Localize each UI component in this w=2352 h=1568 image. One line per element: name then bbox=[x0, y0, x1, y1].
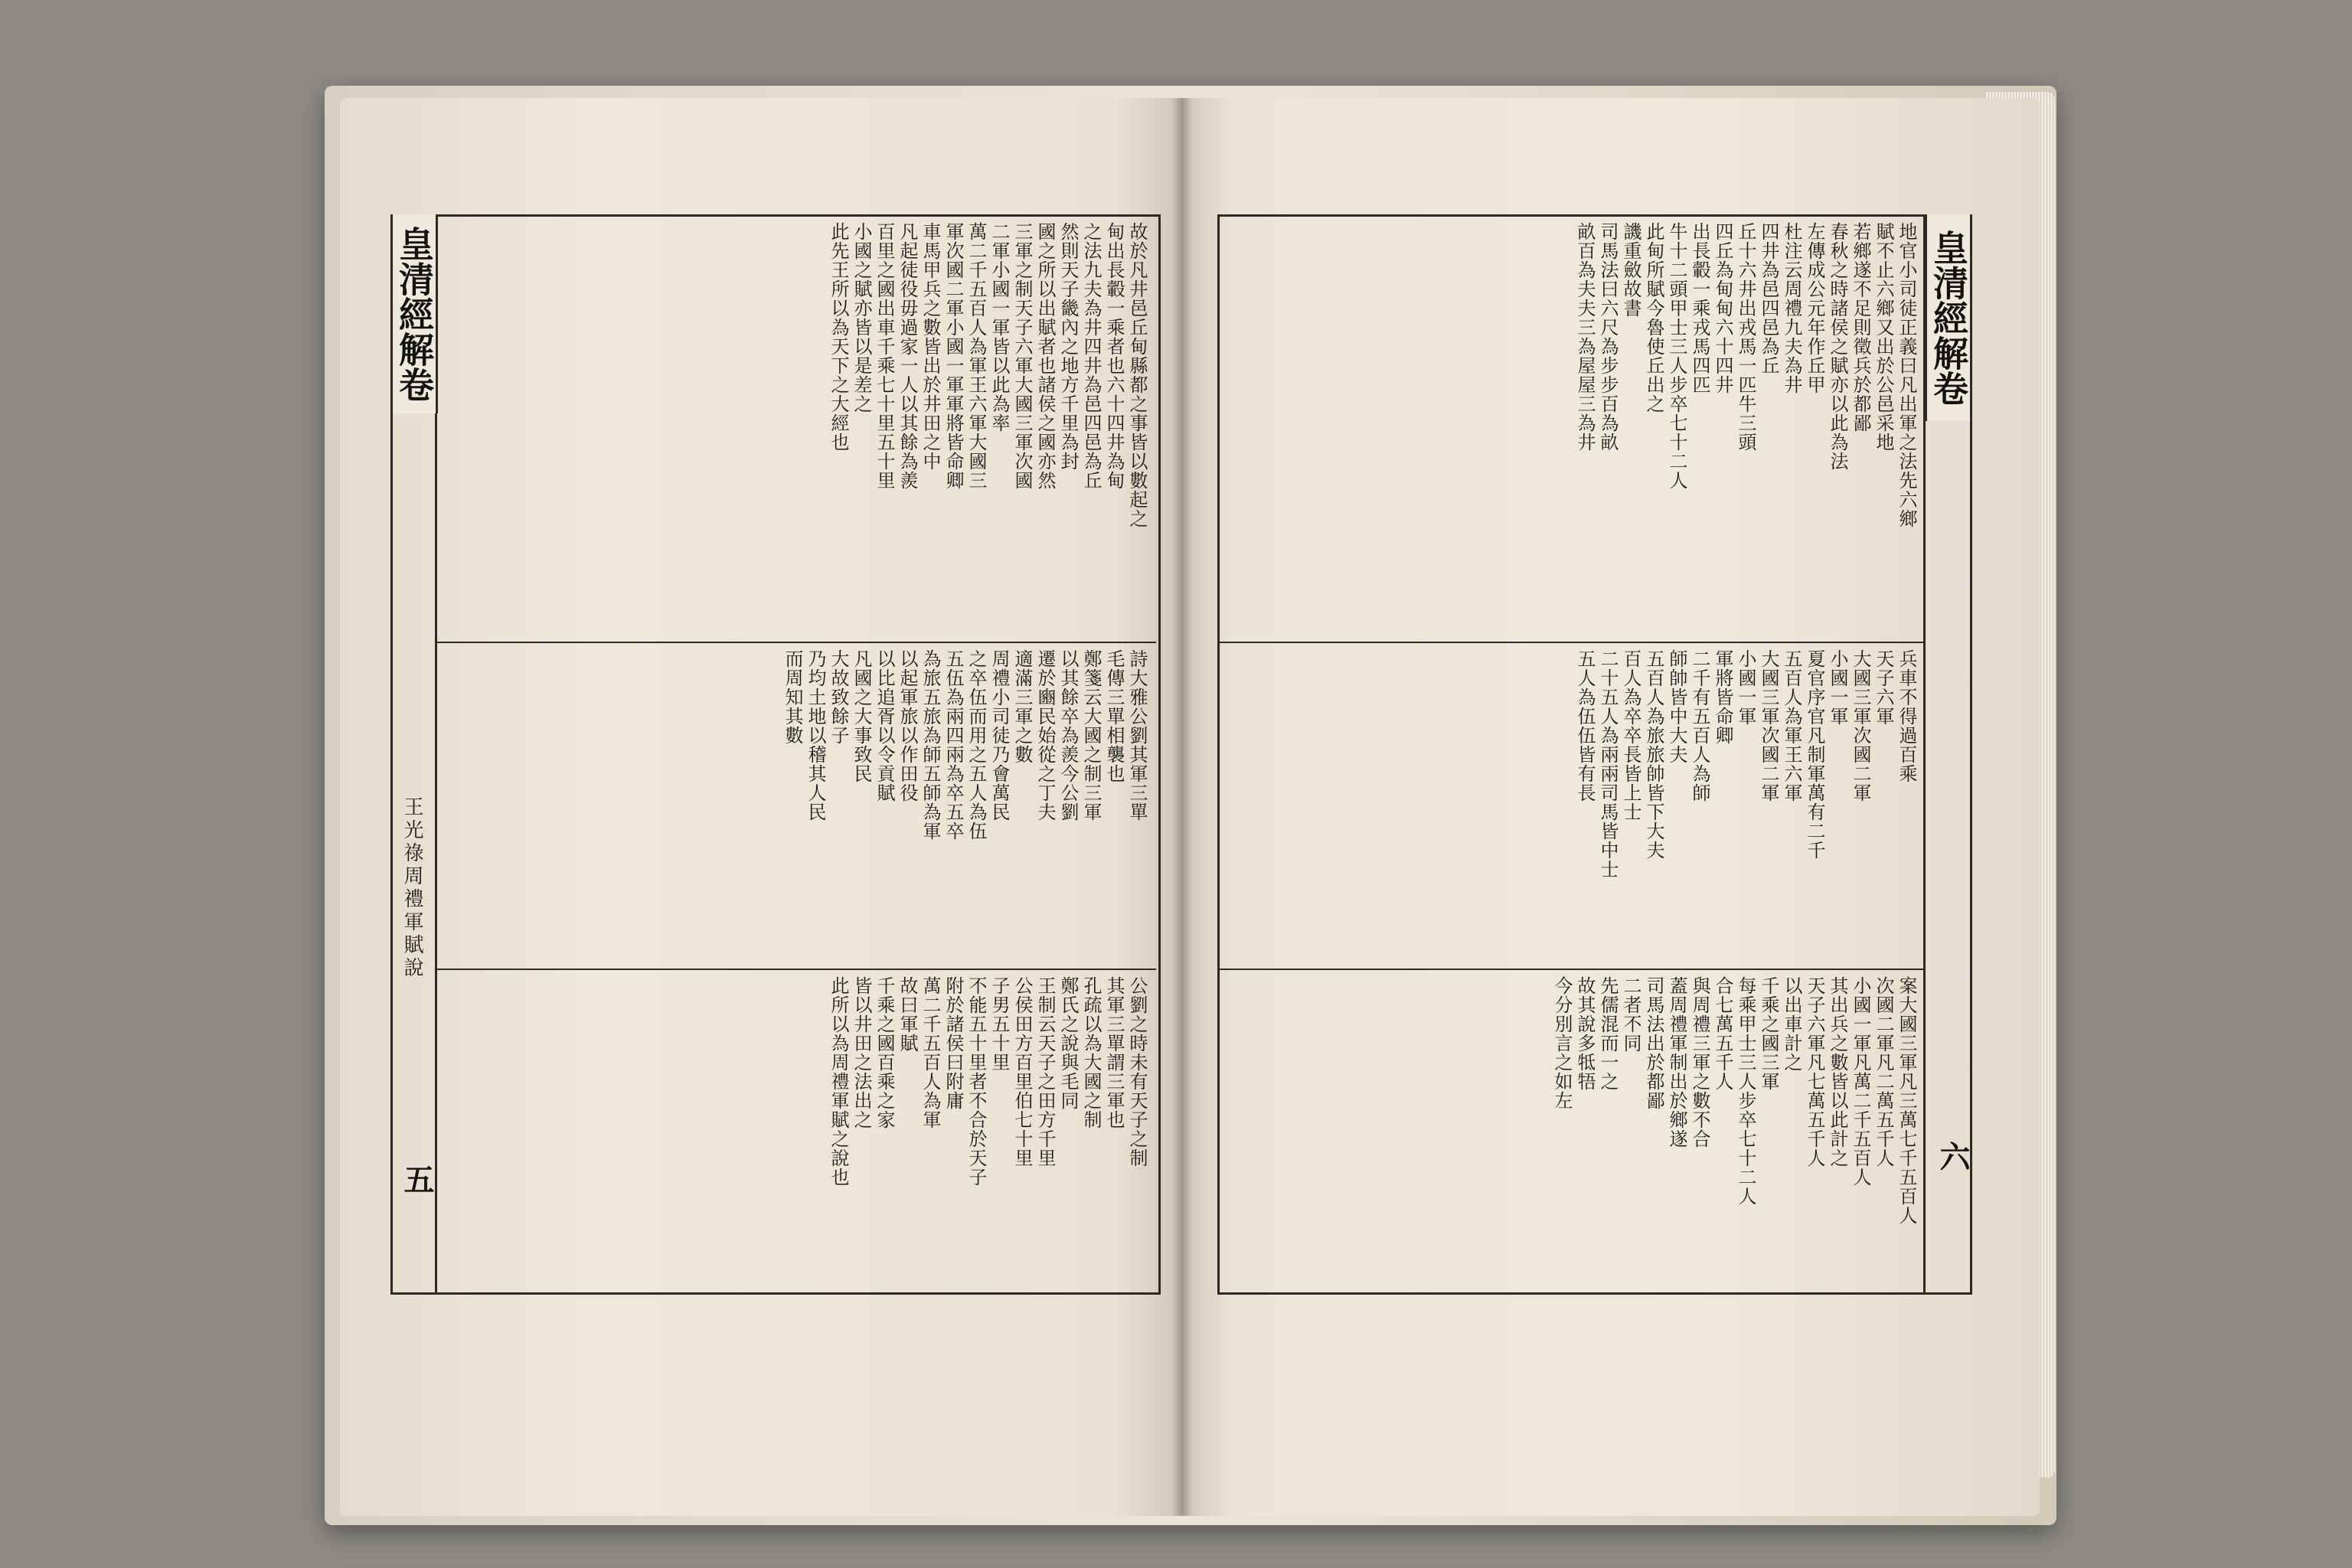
text-column: 天子六軍凡七萬五千人 bbox=[1804, 976, 1825, 1168]
text-column: 詩大雅公劉其軍三單 bbox=[1126, 649, 1148, 822]
gutter bbox=[1171, 98, 1193, 1516]
text-column: 師帥皆中大夫 bbox=[1666, 649, 1687, 764]
text-column: 子男五十里 bbox=[988, 976, 1010, 1072]
text-column: 三軍之制天子六軍大國三軍次國 bbox=[1011, 222, 1033, 490]
text-column: 國之所以出賦者也諸侯之國亦然 bbox=[1034, 222, 1056, 490]
text-column: 司馬法曰六尺為步步百為畝 bbox=[1597, 222, 1619, 452]
text-column: 司馬法出於都鄙 bbox=[1643, 976, 1664, 1110]
text-column: 大國三軍次國二軍 bbox=[1850, 649, 1871, 802]
text-column: 之法九夫為井四井為邑四邑為丘 bbox=[1080, 222, 1102, 490]
text-column: 適滿三軍之數 bbox=[1011, 649, 1033, 764]
left-page-banner: 皇清經解卷 bbox=[390, 214, 438, 413]
text-column: 孔疏以為大國之制 bbox=[1080, 976, 1102, 1129]
text-column: 杜注云周禮九夫為井 bbox=[1781, 222, 1802, 394]
right-upper-rule bbox=[1217, 642, 1925, 643]
left-author-note: 王光祿周禮軍賦說 bbox=[400, 796, 423, 980]
text-column: 以起軍旅以作田役 bbox=[897, 649, 918, 802]
text-column: 千乘之國三軍 bbox=[1758, 976, 1779, 1091]
left-lower-rule bbox=[435, 969, 1156, 970]
text-column: 軍次國二軍小國一軍軍將皆命卿 bbox=[942, 222, 964, 490]
left-bottom-text bbox=[444, 976, 1148, 1286]
left-folio: 五 bbox=[399, 1164, 435, 1194]
text-column: 故其說多牴牾 bbox=[1574, 976, 1596, 1091]
text-column: 周禮小司徒乃會萬民 bbox=[988, 649, 1010, 822]
text-column: 五伍為兩四兩為卒五卒 bbox=[942, 649, 964, 841]
text-column: 小國一軍凡萬二千五百人 bbox=[1850, 976, 1871, 1187]
text-column: 萬二千五百人為軍 bbox=[920, 976, 941, 1129]
right-bottom-text bbox=[1225, 976, 1918, 1286]
right-lower-rule bbox=[1217, 969, 1925, 970]
text-column: 四丘為甸甸六十四井 bbox=[1712, 222, 1733, 394]
text-column: 毛傳三單相襲也 bbox=[1103, 649, 1125, 783]
text-column: 二軍小國一軍皆以此為率 bbox=[988, 222, 1010, 433]
text-column: 小國之賦亦皆以是差之 bbox=[851, 222, 872, 413]
text-column: 牛十二頭甲士三人步卒七十二人 bbox=[1666, 222, 1687, 490]
text-column: 譏重斂故書 bbox=[1620, 222, 1642, 318]
text-column: 其出兵之數皆以此計之 bbox=[1827, 976, 1848, 1168]
text-column: 此所以為周禮軍賦之說也 bbox=[828, 976, 849, 1187]
text-column: 鄭氏之說與毛同 bbox=[1057, 976, 1079, 1110]
text-column: 與周禮三軍之數不合 bbox=[1689, 976, 1710, 1148]
text-column: 故於凡井邑丘甸縣都之事皆以數起之 bbox=[1126, 222, 1148, 528]
text-column: 此先王所以為天下之大經也 bbox=[828, 222, 849, 452]
text-column: 地官小司徒正義曰凡出軍之法先六鄉 bbox=[1896, 222, 1917, 528]
text-column: 凡國之大事致民 bbox=[851, 649, 872, 783]
text-column: 天子六軍 bbox=[1873, 649, 1894, 726]
text-column: 以其餘卒為羨今公劉 bbox=[1057, 649, 1079, 822]
text-column: 案大國三軍凡三萬七千五百人 bbox=[1896, 976, 1917, 1225]
text-column: 春秋之時諸侯之賦亦以此為法 bbox=[1827, 222, 1848, 471]
text-column: 出長轂一乘戎馬四匹 bbox=[1689, 222, 1710, 394]
text-column: 夏官序官凡制軍萬有二千 bbox=[1804, 649, 1825, 860]
text-column: 二者不同 bbox=[1620, 976, 1642, 1053]
text-column: 四井為邑四邑為丘 bbox=[1758, 222, 1779, 375]
text-column: 二千有五百人為師 bbox=[1689, 649, 1710, 802]
right-folio: 六 bbox=[1935, 1141, 1971, 1171]
text-column: 萬二千五百人為軍王六軍大國三 bbox=[965, 222, 987, 490]
text-column: 遷於豳民始從之丁夫 bbox=[1034, 649, 1056, 822]
text-column: 而周知其數 bbox=[782, 649, 803, 745]
text-column: 軍將皆命卿 bbox=[1712, 649, 1733, 745]
left-middle-text bbox=[444, 649, 1148, 963]
left-upper-text bbox=[444, 222, 1148, 635]
text-column: 公侯田方百里伯七十里 bbox=[1011, 976, 1033, 1168]
text-column: 之卒伍而用之五人為伍 bbox=[965, 649, 987, 841]
text-column: 不能五十里者不合於天子 bbox=[965, 976, 987, 1187]
text-column: 次國二軍凡二萬五千人 bbox=[1873, 976, 1894, 1168]
left-upper-rule bbox=[435, 642, 1156, 643]
text-column: 若鄉遂不足則徵兵於都鄙 bbox=[1850, 222, 1871, 433]
text-column: 車馬甲兵之數皆出於井田之中 bbox=[920, 222, 941, 471]
text-column: 小國一軍 bbox=[1827, 649, 1848, 726]
text-column: 乃均土地以稽其人民 bbox=[805, 649, 826, 822]
text-column: 皆以井田之法出之 bbox=[851, 976, 872, 1129]
text-column: 百人為卒卒長皆上士 bbox=[1620, 649, 1642, 822]
text-column: 二十五人為兩兩司馬皆中士 bbox=[1597, 649, 1619, 879]
text-column: 左傳成公元年作丘甲 bbox=[1804, 222, 1825, 394]
text-column: 甸出長轂一乘者也六十四井為甸 bbox=[1103, 222, 1125, 490]
text-column: 此甸所賦今魯使丘出之 bbox=[1643, 222, 1664, 413]
text-column: 合七萬五千人 bbox=[1712, 976, 1733, 1091]
text-column: 蓋周禮軍制出於鄉遂 bbox=[1666, 976, 1687, 1148]
text-column: 其軍三單謂三軍也 bbox=[1103, 976, 1125, 1129]
text-column: 然則天子畿內之地方千里為封 bbox=[1057, 222, 1079, 471]
text-column: 五百人為軍王六軍 bbox=[1781, 649, 1802, 802]
text-column: 丘十六井出戎馬一匹牛三頭 bbox=[1735, 222, 1756, 452]
text-column: 故曰軍賦 bbox=[897, 976, 918, 1053]
text-column: 大國三軍次國二軍 bbox=[1758, 649, 1779, 802]
text-column: 附於諸侯曰附庸 bbox=[942, 976, 964, 1110]
text-column: 先儒混而一之 bbox=[1597, 976, 1619, 1091]
text-column: 五百人為旅旅帥皆下大夫 bbox=[1643, 649, 1664, 860]
right-middle-text bbox=[1225, 649, 1918, 963]
text-column: 鄭箋云大國之制三軍 bbox=[1080, 649, 1102, 822]
right-upper-text bbox=[1225, 222, 1918, 635]
text-column: 大故致餘子 bbox=[828, 649, 849, 745]
right-page-banner: 皇清經解卷 bbox=[1925, 214, 1972, 421]
text-column: 畝百為夫夫三為屋屋三為井 bbox=[1574, 222, 1596, 452]
text-column: 凡起徒役毋過家一人以其餘為羨 bbox=[897, 222, 918, 490]
text-column: 兵車不得過百乘 bbox=[1896, 649, 1917, 783]
text-column: 千乘之國百乘之家 bbox=[874, 976, 895, 1129]
text-column: 小國一軍 bbox=[1735, 649, 1756, 726]
text-column: 每乘甲士三人步卒七十二人 bbox=[1735, 976, 1756, 1206]
text-column: 王制云天子之田方千里 bbox=[1034, 976, 1056, 1168]
text-column: 百里之國出車千乘七十里五十里 bbox=[874, 222, 895, 490]
text-column: 今分別言之如左 bbox=[1551, 976, 1573, 1110]
text-column: 為旅五旅為師五師為軍 bbox=[920, 649, 941, 841]
text-column: 以出車計之 bbox=[1781, 976, 1802, 1072]
text-column: 公劉之時未有天子之制 bbox=[1126, 976, 1148, 1168]
text-column: 五人為伍伍皆有長 bbox=[1574, 649, 1596, 802]
text-column: 賦不止六鄉又出於公邑采地 bbox=[1873, 222, 1894, 452]
text-column: 以比追胥以令貢賦 bbox=[874, 649, 895, 802]
